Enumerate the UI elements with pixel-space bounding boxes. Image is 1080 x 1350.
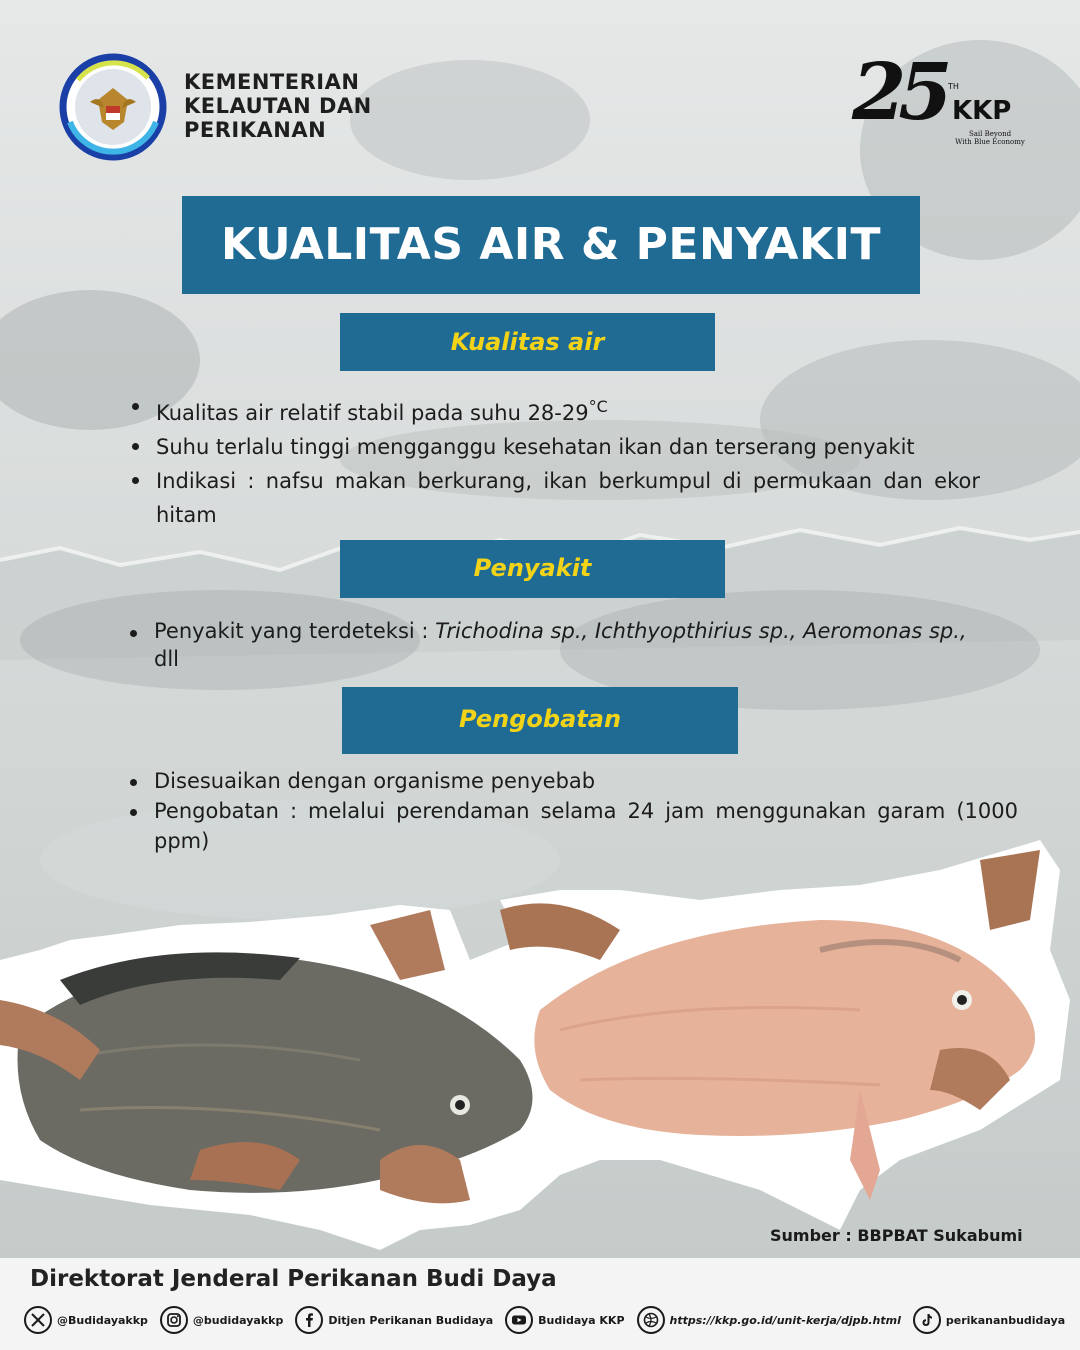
ministry-line: KEMENTERIAN [184, 70, 360, 94]
social-link-tiktok[interactable] [913, 1306, 1065, 1334]
x-icon [24, 1306, 52, 1334]
gourami-fish-photo [0, 830, 1080, 1260]
social-link-website[interactable] [637, 1306, 901, 1334]
social-links [24, 1305, 1074, 1335]
social-label: Budidaya KKP [538, 1313, 625, 1327]
social-link-instagram[interactable] [160, 1306, 283, 1334]
social-label: @budidayakkp [192, 1313, 284, 1327]
list-item: Indikasi : nafsu makan berkurang, ikan berkumpul di permukaan dan ekor hitam [132, 464, 980, 532]
social-label: perikananbudidaya [945, 1313, 1066, 1327]
section-heading-disease: Penyakit [340, 540, 725, 598]
anniversary-suffix: TH [948, 82, 959, 91]
social-link-youtube[interactable] [505, 1306, 624, 1334]
anniversary-tagline: Sail Beyond With Blue Economy [955, 130, 1025, 146]
anniversary-number: 25 [852, 47, 945, 138]
footer-title: Direktorat Jenderal Perikanan Budi Daya [30, 1266, 557, 1292]
section-heading-treatment: Pengobatan [342, 687, 738, 754]
instagram-icon [160, 1306, 188, 1334]
water-quality-list [132, 390, 980, 532]
disease-list [130, 617, 980, 673]
tiktok-icon [913, 1306, 941, 1334]
list-item: Kualitas air relatif stabil pada suhu $28-29^{^\circ C}$ [132, 390, 980, 430]
social-label: @Budidayakkp [57, 1313, 148, 1327]
social-link-facebook[interactable] [295, 1306, 493, 1334]
social-label: Ditjen Perikanan Budidaya [328, 1313, 494, 1327]
ministry-logo [58, 52, 168, 162]
list-item: Disesuaikan dengan organisme penyebab [130, 766, 1018, 796]
web-icon [637, 1306, 665, 1334]
temperature-unit: °C [588, 397, 608, 416]
ministry-name [184, 70, 372, 142]
youtube-icon [505, 1306, 533, 1334]
list-item: Suhu terlalu tinggi mengganggu kesehatan ikan dan terserang penyakit [132, 430, 980, 464]
footer [0, 1258, 1080, 1350]
facebook-icon [295, 1306, 323, 1334]
social-label: https://kkp.go.id/unit-kerja/djpb.html [669, 1313, 901, 1327]
list-item: Penyakit yang terdeteksi : Trichodina sp., Ichthyopthirius sp., Aeromonas sp., dll [130, 617, 980, 673]
ministry-line: KELAUTAN DAN [184, 94, 372, 118]
page-title: KUALITAS AIR & PENYAKIT [182, 196, 920, 294]
pathogen-names: Trichodina sp., Ichthyopthirius sp., Aeromonas sp., [435, 619, 967, 643]
section-heading-water-quality: Kualitas air [340, 313, 715, 371]
list-item: Pengobatan : melalui perendaman selama 24 jam menggunakan garam (1000 ppm) [130, 796, 1018, 856]
anniversary-brand: KKP [952, 96, 1012, 126]
ministry-line: PERIKANAN [184, 118, 327, 142]
source-credit: Sumber : BBPBAT Sukabumi [770, 1226, 1023, 1245]
anniversary-logo [852, 47, 1032, 151]
social-link-x[interactable] [24, 1306, 148, 1334]
